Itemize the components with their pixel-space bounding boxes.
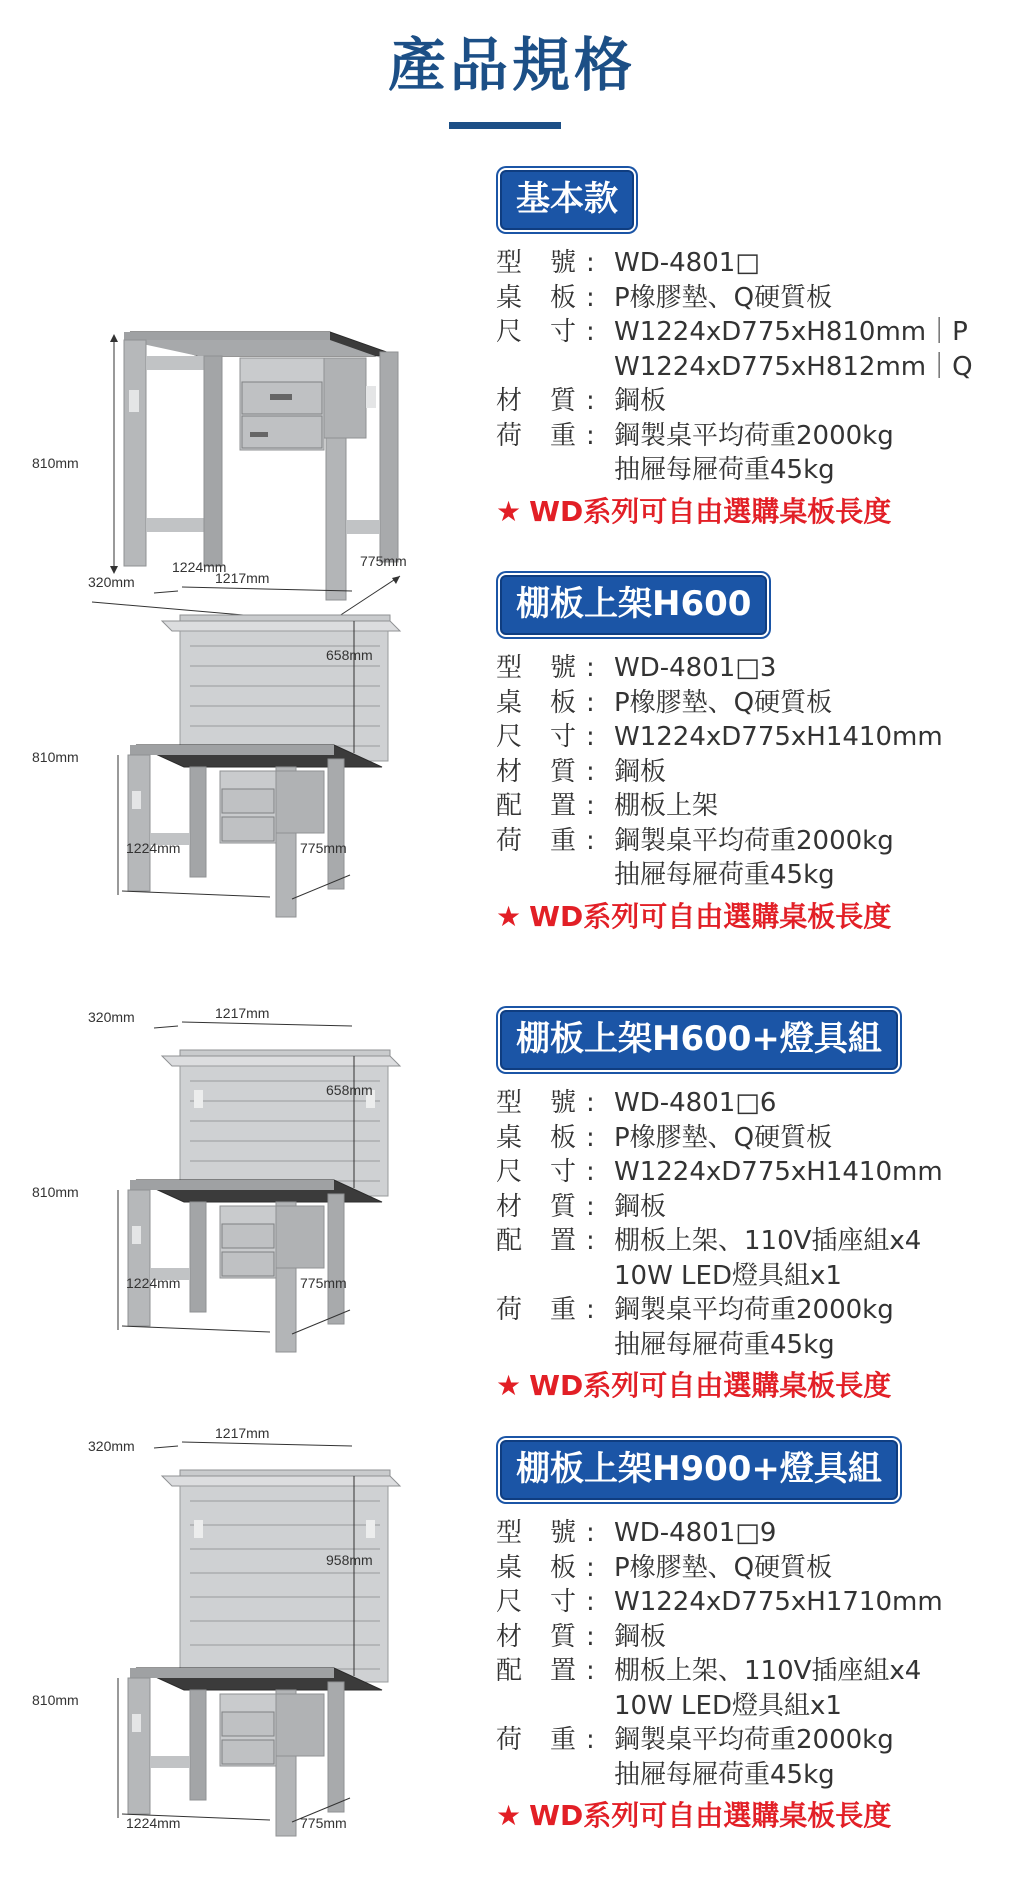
product-badge: 棚板上架H600 [500, 575, 767, 635]
shelf-width-label: 1217mm [215, 1005, 270, 1021]
width-label: 1224mm [126, 840, 181, 856]
page-title: 產品規格 [387, 31, 636, 99]
spec-key: 配 [496, 1656, 523, 1686]
width-label: 1224mm [172, 559, 227, 575]
spec-key: 荷 [496, 1295, 523, 1325]
spec-key: 板 [550, 1552, 577, 1583]
spec-key: 材 [496, 386, 523, 416]
spec-key: 荷 [496, 1725, 523, 1755]
workbench-diagram [30, 240, 470, 575]
spec-value: W1224xD775xH810mm｜P [614, 317, 968, 347]
spec-value: 鋼製桌平均荷重2000kg [614, 825, 894, 856]
spec-key: 荷 [496, 825, 523, 856]
spec-key: 板 [550, 282, 577, 313]
spec-value: 棚板上架、110V插座組x4 [614, 1656, 922, 1686]
shelf-depth-label: 320mm [88, 574, 135, 590]
height-label: 810mm [32, 1692, 79, 1708]
spec-key: 配 [496, 1226, 523, 1256]
spec-block [496, 1440, 943, 1834]
spec-key: 號 [550, 653, 577, 683]
spec-value: 抽屜每屜荷重45kg [614, 455, 835, 485]
spec-key: 桌 [496, 1552, 523, 1583]
spec-value: 鋼製桌平均荷重2000kg [614, 1295, 894, 1325]
spec-value: 鋼板 [614, 1191, 667, 1222]
spec-row-model: 型 號 : WD-4801□ [496, 246, 973, 281]
depth-label: 775mm [300, 1275, 347, 1291]
spec-key: 號 [550, 1088, 577, 1118]
spec-value: W1224xD775xH1710mm [614, 1587, 943, 1617]
spec-key: 荷 [496, 420, 523, 451]
panel-height-label: 958mm [326, 1552, 373, 1568]
spec-key: 號 [550, 1518, 577, 1548]
depth-label: 775mm [300, 1815, 347, 1831]
spec-value: 抽屜每屜荷重45kg [614, 1329, 835, 1360]
spec-row-load: 荷 重 : 鋼製桌平均荷重2000kg 抽屜每屜荷重45kg [496, 419, 973, 488]
spec-key: 質 [550, 386, 577, 416]
spec-key: 重 [550, 420, 577, 451]
note-text: WD系列可自由選購桌板長度 [529, 899, 892, 933]
spec-key: 材 [496, 756, 523, 787]
spec-key: 寸 [550, 1587, 577, 1617]
spec-value: 10W LED燈具組x1 [614, 1260, 842, 1291]
spec-key: 材 [496, 1191, 523, 1222]
title-underline [449, 122, 561, 129]
spec-key: 型 [496, 1088, 523, 1118]
spec-list: 型 號 : WD-4801□9 桌 板 : P橡膠墊、Q硬質板 尺 寸 : W1224xD775xH1710mm 材 質 : 鋼板 配 置 : 棚板上架、110V插座組x4 10W LED燈具組x1 荷 重 : 鋼製桌平均荷重2000kg 抽屜每屜荷重45kg [496, 1516, 943, 1792]
spec-value: P橡膠墊、Q硬質板 [614, 687, 833, 718]
spec-value: W1224xD775xH1410mm [614, 722, 943, 752]
spec-row-material: 材 質 : 鋼板 [496, 384, 973, 419]
star-icon: ★ [496, 1799, 522, 1832]
panel-height-label: 658mm [326, 1082, 373, 1098]
spec-key: 尺 [496, 317, 523, 347]
width-label: 1224mm [126, 1275, 181, 1291]
product-badge: 棚板上架H600+燈具組 [500, 1010, 898, 1070]
spec-block [496, 170, 973, 530]
option-note [496, 895, 943, 935]
spec-row-top: 桌 板 : P橡膠墊、Q硬質板 [496, 281, 973, 316]
spec-value: 抽屜每屜荷重45kg [614, 1759, 835, 1790]
depth-label: 775mm [360, 553, 407, 569]
spec-list: 型 號 : WD-4801□6 桌 板 : P橡膠墊、Q硬質板 尺 寸 : W1224xD775xH1410mm 材 質 : 鋼板 配 置 : 棚板上架、110V插座組x4 10W LED燈具組x1 荷 重 : 鋼製桌平均荷重2000kg 抽屜每屜荷重45kg [496, 1086, 943, 1362]
spec-key: 桌 [496, 282, 523, 313]
shelf-depth-label: 320mm [88, 1438, 135, 1454]
spec-value: 鋼板 [614, 386, 667, 416]
height-label: 810mm [32, 749, 79, 765]
spec-value: WD-4801□3 [614, 653, 777, 683]
shelf-width-label: 1217mm [215, 1425, 270, 1441]
spec-value: WD-4801□9 [614, 1518, 777, 1548]
product-badge: 基本款 [500, 170, 634, 230]
spec-key: 桌 [496, 1122, 523, 1153]
spec-key: 型 [496, 1518, 523, 1548]
spec-value: P橡膠墊、Q硬質板 [614, 1552, 833, 1583]
option-note [496, 1364, 943, 1404]
spec-key: 質 [550, 756, 577, 787]
width-label: 1224mm [126, 1815, 181, 1831]
spec-block [496, 1010, 943, 1404]
spec-key: 重 [550, 1725, 577, 1755]
spec-key: 重 [550, 1295, 577, 1325]
spec-key: 重 [550, 825, 577, 856]
spec-value: 棚板上架 [614, 791, 719, 821]
star-icon: ★ [496, 494, 522, 528]
spec-key: 配 [496, 791, 523, 821]
spec-value: WD-4801□6 [614, 1088, 777, 1118]
product-badge: 棚板上架H900+燈具組 [500, 1440, 898, 1500]
spec-key: 型 [496, 248, 523, 278]
spec-key: 置 [550, 791, 577, 821]
spec-key: 板 [550, 687, 577, 718]
spec-value: P橡膠墊、Q硬質板 [614, 1122, 833, 1153]
shelf-width-label: 1217mm [215, 570, 270, 586]
spec-value: P橡膠墊、Q硬質板 [614, 282, 833, 313]
spec-value: 10W LED燈具組x1 [614, 1690, 842, 1721]
spec-list [496, 246, 973, 488]
spec-block [496, 575, 943, 935]
shelf-depth-label: 320mm [88, 1009, 135, 1025]
workbench-tall-shelf-diagram [30, 1425, 470, 1840]
workbench-shelf-diagram [30, 570, 470, 915]
spec-value: W1224xD775xH1410mm [614, 1157, 943, 1187]
spec-key: 寸 [550, 722, 577, 752]
spec-key: 置 [550, 1656, 577, 1686]
star-icon: ★ [496, 899, 522, 933]
spec-value: 鋼板 [614, 1621, 667, 1652]
spec-key: 桌 [496, 687, 523, 718]
spec-key: 寸 [550, 317, 577, 347]
height-label: 810mm [32, 455, 79, 471]
panel-height-label: 658mm [326, 647, 373, 663]
spec-list: 型 號 : WD-4801□3 桌 板 : P橡膠墊、Q硬質板 尺 寸 : W1224xD775xH1410mm 材 質 : 鋼板 配 置 : 棚板上架 荷 重 : 鋼製桌平均荷重2000kg 抽屜每屜荷重45kg [496, 651, 943, 893]
spec-key: 號 [550, 248, 577, 278]
spec-key: 尺 [496, 722, 523, 752]
spec-value: WD-4801□ [614, 248, 760, 278]
option-note [496, 490, 973, 530]
note-text: WD系列可自由選購桌板長度 [529, 494, 892, 528]
spec-key: 寸 [550, 1157, 577, 1187]
spec-value: W1224xD775xH812mm｜Q [614, 351, 973, 382]
spec-value: 抽屜每屜荷重45kg [614, 860, 835, 890]
note-text: WD系列可自由選購桌板長度 [529, 1369, 892, 1402]
spec-value: 棚板上架、110V插座組x4 [614, 1226, 922, 1256]
spec-key: 置 [550, 1226, 577, 1256]
spec-key: 板 [550, 1122, 577, 1153]
height-label: 810mm [32, 1184, 79, 1200]
spec-key: 尺 [496, 1157, 523, 1187]
spec-key: 型 [496, 653, 523, 683]
spec-key: 材 [496, 1621, 523, 1652]
spec-key: 質 [550, 1621, 577, 1652]
spec-value: 鋼製桌平均荷重2000kg [614, 420, 894, 451]
workbench-shelf-light-diagram [30, 1005, 470, 1350]
option-note [496, 1794, 943, 1834]
spec-key: 尺 [496, 1587, 523, 1617]
note-text: WD系列可自由選購桌板長度 [529, 1799, 892, 1832]
spec-row-size: 尺 寸 : W1224xD775xH810mm｜P W1224xD775xH812mm｜Q [496, 315, 973, 384]
depth-label: 775mm [300, 840, 347, 856]
spec-value: 鋼製桌平均荷重2000kg [614, 1725, 894, 1755]
star-icon: ★ [496, 1369, 522, 1402]
spec-value: 鋼板 [614, 756, 667, 787]
spec-key: 質 [550, 1191, 577, 1222]
